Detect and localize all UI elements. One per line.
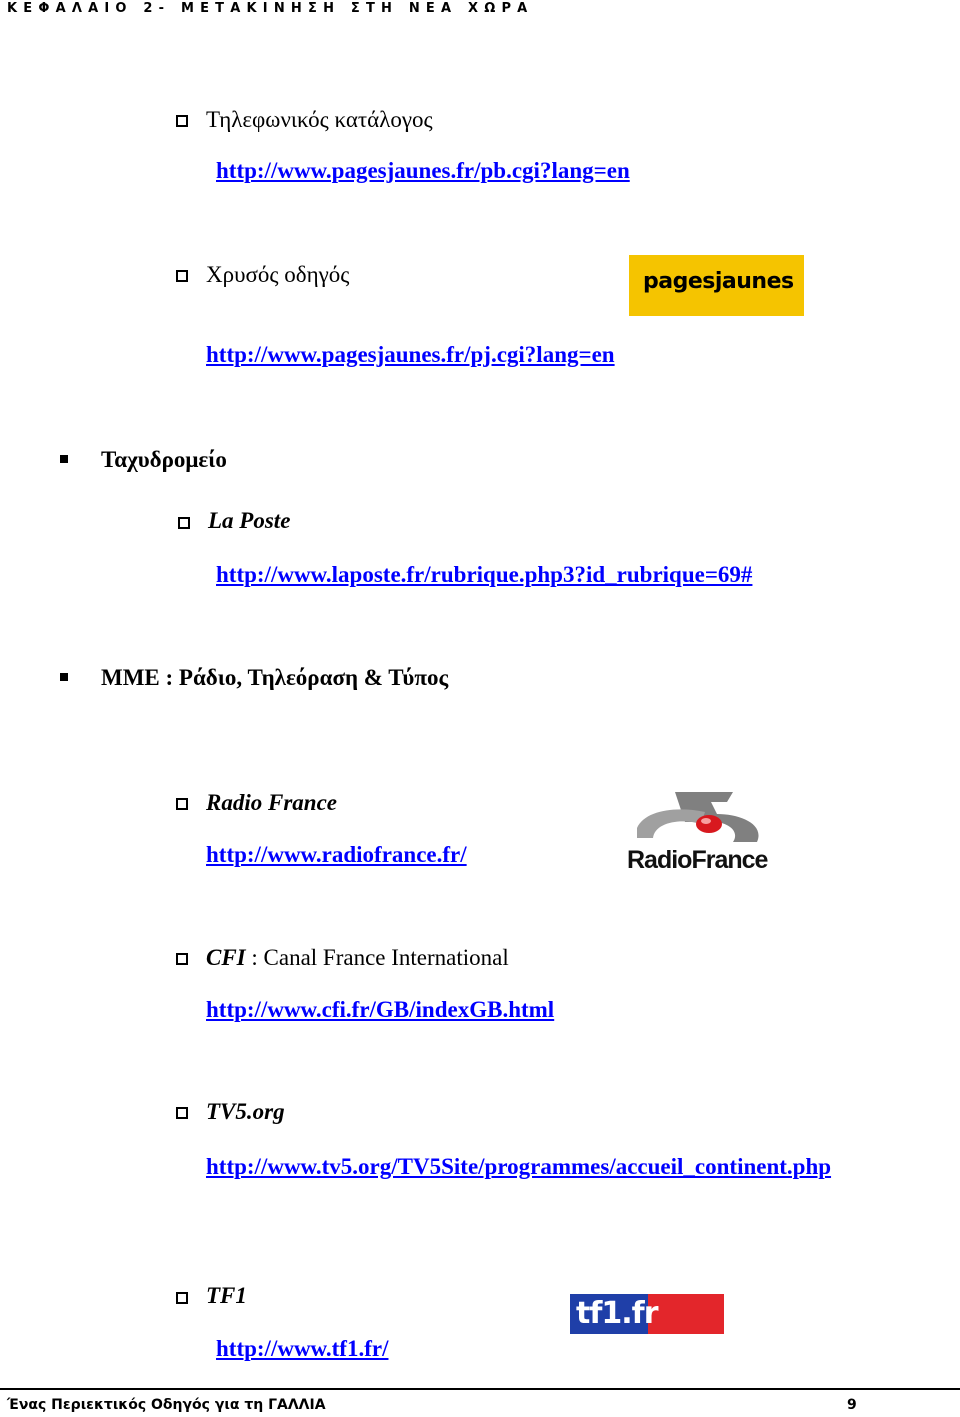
tv5-link[interactable]: http://www.tv5.org/TV5Site/programmes/accueil_continent.php [206, 1154, 832, 1179]
bullet-icon [60, 673, 68, 681]
phonebook-label: Τηλεφωνικός κατάλογος [206, 107, 433, 132]
checkbox-icon [178, 517, 190, 529]
la-poste-label: La Poste [208, 508, 291, 533]
la-poste-link[interactable]: http://www.laposte.fr/rubrique.php3?id_rubrique=69# [216, 562, 753, 587]
checkbox-icon [176, 1292, 188, 1304]
tf1-label: TF1 [206, 1283, 247, 1308]
radiofrance-logo [615, 788, 803, 880]
chapter-header: ΚΕΦΑΛΑΙΟ 2- ΜΕΤΑΚΙΝΗΣΗ ΣΤΗ ΝΕΑ ΧΩΡΑ [7, 1, 534, 16]
radio-france-label: Radio France [206, 790, 337, 815]
footer-divider [0, 1388, 960, 1390]
checkbox-icon [176, 1107, 188, 1119]
cfi-label [206, 945, 509, 971]
page-number: 9 [847, 1397, 857, 1413]
cfi-label-bold: CFI [206, 945, 246, 970]
radiofrance-logo-text: RadioFrance [627, 846, 768, 874]
cfi-link[interactable]: http://www.cfi.fr/GB/indexGB.html [206, 997, 555, 1022]
golden-guide-link[interactable]: http://www.pagesjaunes.fr/pj.cgi?lang=en [206, 342, 615, 367]
post-heading: Ταχυδρομείο [101, 447, 227, 472]
tf1-logo-text: tf1.fr [576, 1296, 658, 1331]
cfi-label-rest: : Canal France International [245, 945, 509, 970]
media-heading: ΜΜΕ : Ράδιο, Τηλεόραση & Τύπος [101, 665, 449, 690]
tf1-link[interactable]: http://www.tf1.fr/ [216, 1336, 389, 1361]
checkbox-icon [176, 270, 188, 282]
bullet-icon [60, 455, 68, 463]
tf1-logo [570, 1294, 724, 1334]
pagesjaunes-logo-text: pagesjaunes [643, 269, 794, 294]
checkbox-icon [176, 798, 188, 810]
footer-title: Ένας Περιεκτικός Οδηγός για τη ΓΑΛΛΙΑ [7, 1397, 326, 1413]
golden-guide-label: Χρυσός οδηγός [206, 262, 350, 287]
pagesjaunes-logo [629, 255, 804, 316]
tf1-logo-red-block [648, 1294, 724, 1334]
radio-france-link[interactable]: http://www.radiofrance.fr/ [206, 842, 467, 867]
tv5-label: TV5.org [206, 1099, 285, 1124]
checkbox-icon [176, 115, 188, 127]
phonebook-link[interactable]: http://www.pagesjaunes.fr/pb.cgi?lang=en [216, 158, 630, 183]
checkbox-icon [176, 953, 188, 965]
